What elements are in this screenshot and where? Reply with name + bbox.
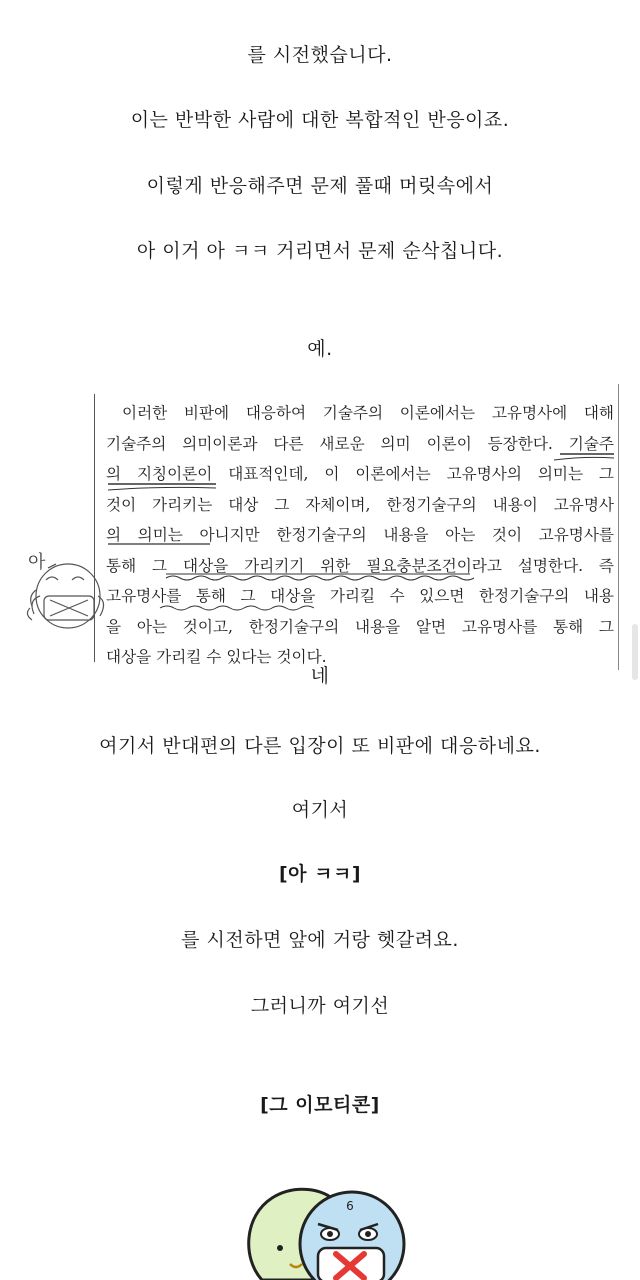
text-line: 이렇게 반응해주면 문제 풀때 머릿속에서 (146, 175, 494, 197)
excerpt-line: 대상을 가리킬 수 있다는 것이다. (106, 648, 327, 666)
excerpt-line: 것이 가리키는 대상 그 자체이며, 한정기술구의 내용이 고유명사 (106, 495, 614, 514)
text-line: 그러니까 여기선 (250, 995, 390, 1017)
masked-emoticon-icon (232, 1168, 422, 1280)
excerpt-line: 의 지칭이론이 대표적인데, 이 이론에서는 고유명사의 의미는 그 (106, 465, 614, 483)
excerpt-line: 기술주의 의미이론과 다른 새로운 의미 이론이 등장한다. 기술주 (106, 434, 614, 453)
excerpt-line: 을 아는 것이고, 한정기술구의 내용을 알면 고유명사를 통해 그 (106, 617, 614, 636)
book-excerpt-image (0, 384, 640, 670)
text-line-emphasis: [아 ㅋㅋ] (278, 863, 362, 885)
excerpt-line: 고유명사를 통해 그 대상을 가리킬 수 있으면 한정기술구의 내용 (106, 587, 614, 605)
excerpt-line: 통해 그 대상을 가리키기 위한 필요충분조건이라고 설명한다. 즉 (106, 556, 614, 575)
text-line: 예. (307, 338, 333, 360)
text-line: 를 시전하면 앞에 거랑 헷갈려요. (181, 929, 459, 951)
margin-line (94, 394, 95, 662)
bracket-fragment-icon (252, 0, 388, 4)
mascot-mark: 6 (346, 1199, 354, 1213)
text-line: 네 (310, 665, 330, 687)
text-line: 를 시전했습니다. (247, 44, 393, 66)
excerpt-line: 이러한 비판에 대응하여 기술주의 이론에서는 고유명사에 대해 (122, 404, 614, 422)
text-line: 여기서 반대편의 다른 입장이 또 비판에 대응하네요. (99, 735, 541, 757)
excerpt-text (106, 398, 614, 673)
masked-face-doodle-icon (27, 564, 103, 628)
text-line: 여기서 (291, 799, 349, 821)
margin-line (618, 384, 619, 670)
text-line: 아 이거 아 ㅋㅋ 거리면서 문제 순삭칩니다. (136, 240, 504, 262)
excerpt-line: 의 의미는 아니지만 한정기술구의 내용을 아는 것이 고유명사를 (106, 526, 614, 544)
handwritten-note: 아 (28, 552, 46, 573)
text-line-emphasis: [그 이모티콘] (260, 1094, 380, 1116)
text-line: 이는 반박한 사람에 대한 복합적인 반응이죠. (130, 109, 510, 131)
